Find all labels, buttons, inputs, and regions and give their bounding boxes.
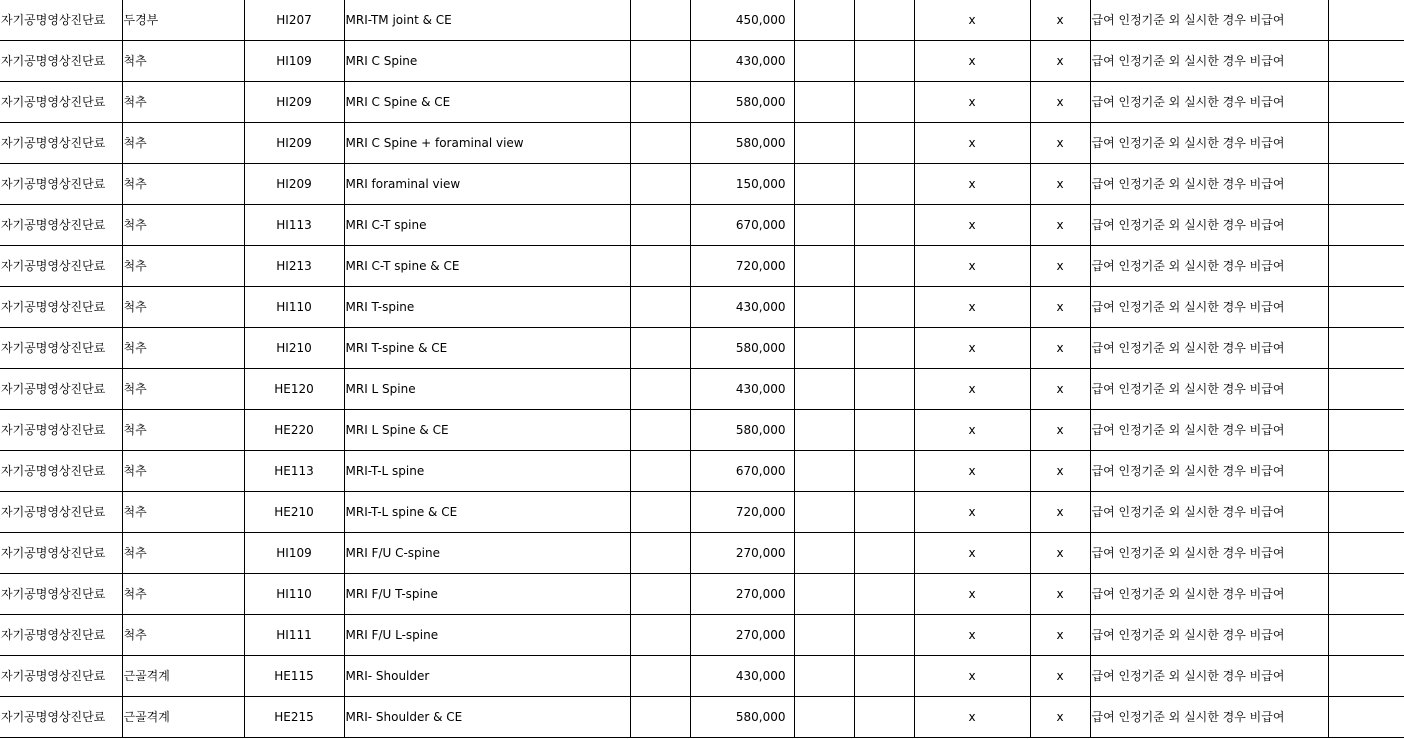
code-cell[interactable]: HE215	[244, 697, 344, 738]
empty-cell[interactable]	[1328, 574, 1404, 615]
procedure-name-cell[interactable]: MRI C Spine + foraminal view	[344, 123, 630, 164]
empty-cell[interactable]	[794, 451, 854, 492]
mark-cell[interactable]: x	[914, 451, 1030, 492]
procedure-name-cell[interactable]: MRI T-spine	[344, 287, 630, 328]
empty-cell[interactable]	[1328, 615, 1404, 656]
region-cell[interactable]: 척추	[122, 123, 244, 164]
region-cell[interactable]: 척추	[122, 287, 244, 328]
price-cell[interactable]: 430,000	[690, 369, 794, 410]
mark-cell[interactable]: x	[914, 0, 1030, 41]
empty-cell[interactable]	[854, 164, 914, 205]
note-cell[interactable]: 급여 인정기준 외 실시한 경우 비급여	[1090, 369, 1328, 410]
empty-cell[interactable]	[630, 369, 690, 410]
procedure-name-cell[interactable]: MRI C Spine	[344, 41, 630, 82]
note-cell[interactable]: 급여 인정기준 외 실시한 경우 비급여	[1090, 615, 1328, 656]
mark-cell[interactable]: x	[1030, 164, 1090, 205]
empty-cell[interactable]	[630, 0, 690, 41]
empty-cell[interactable]	[630, 574, 690, 615]
empty-cell[interactable]	[854, 369, 914, 410]
price-cell[interactable]: 670,000	[690, 205, 794, 246]
mark-cell[interactable]: x	[914, 82, 1030, 123]
note-cell[interactable]: 급여 인정기준 외 실시한 경우 비급여	[1090, 656, 1328, 697]
price-cell[interactable]: 450,000	[690, 0, 794, 41]
mark-cell[interactable]: x	[1030, 246, 1090, 287]
category-cell[interactable]: 자기공명영상진단료	[0, 328, 122, 369]
empty-cell[interactable]	[1328, 697, 1404, 738]
price-cell[interactable]: 430,000	[690, 287, 794, 328]
table-row	[0, 451, 1404, 492]
mark-cell[interactable]: x	[1030, 656, 1090, 697]
category-cell[interactable]: 자기공명영상진단료	[0, 697, 122, 738]
note-cell[interactable]: 급여 인정기준 외 실시한 경우 비급여	[1090, 123, 1328, 164]
price-cell[interactable]: 270,000	[690, 574, 794, 615]
empty-cell[interactable]	[1328, 287, 1404, 328]
procedure-name-cell[interactable]: MRI- Shoulder & CE	[344, 697, 630, 738]
empty-cell[interactable]	[794, 369, 854, 410]
table-row	[0, 123, 1404, 164]
empty-cell[interactable]	[630, 205, 690, 246]
region-cell[interactable]: 근골격계	[122, 697, 244, 738]
mark-cell[interactable]: x	[1030, 41, 1090, 82]
note-cell[interactable]: 급여 인정기준 외 실시한 경우 비급여	[1090, 164, 1328, 205]
note-cell[interactable]: 급여 인정기준 외 실시한 경우 비급여	[1090, 41, 1328, 82]
note-cell[interactable]: 급여 인정기준 외 실시한 경우 비급여	[1090, 574, 1328, 615]
mark-cell[interactable]: x	[914, 205, 1030, 246]
price-cell[interactable]: 150,000	[690, 164, 794, 205]
empty-cell[interactable]	[854, 205, 914, 246]
procedure-name-cell[interactable]: MRI F/U T-spine	[344, 574, 630, 615]
empty-cell[interactable]	[854, 574, 914, 615]
procedure-name-cell[interactable]: MRI C-T spine & CE	[344, 246, 630, 287]
table-row	[0, 533, 1404, 574]
code-cell[interactable]: HI209	[244, 82, 344, 123]
empty-cell[interactable]	[630, 328, 690, 369]
empty-cell[interactable]	[1328, 82, 1404, 123]
code-cell[interactable]: HI110	[244, 287, 344, 328]
note-cell[interactable]: 급여 인정기준 외 실시한 경우 비급여	[1090, 0, 1328, 41]
empty-cell[interactable]	[630, 656, 690, 697]
procedure-name-cell[interactable]: MRI L Spine & CE	[344, 410, 630, 451]
empty-cell[interactable]	[794, 533, 854, 574]
category-cell[interactable]: 자기공명영상진단료	[0, 369, 122, 410]
category-cell[interactable]: 자기공명영상진단료	[0, 656, 122, 697]
category-cell[interactable]: 자기공명영상진단료	[0, 246, 122, 287]
empty-cell[interactable]	[854, 451, 914, 492]
empty-cell[interactable]	[1328, 533, 1404, 574]
price-cell[interactable]: 580,000	[690, 697, 794, 738]
empty-cell[interactable]	[854, 82, 914, 123]
empty-cell[interactable]	[630, 287, 690, 328]
table-row	[0, 328, 1404, 369]
category-cell[interactable]: 자기공명영상진단료	[0, 123, 122, 164]
empty-cell[interactable]	[794, 205, 854, 246]
category-cell[interactable]: 자기공명영상진단료	[0, 41, 122, 82]
empty-cell[interactable]	[630, 533, 690, 574]
price-cell[interactable]: 580,000	[690, 123, 794, 164]
mark-cell[interactable]: x	[1030, 0, 1090, 41]
region-cell[interactable]: 척추	[122, 615, 244, 656]
note-cell[interactable]: 급여 인정기준 외 실시한 경우 비급여	[1090, 205, 1328, 246]
table-row	[0, 246, 1404, 287]
region-cell[interactable]: 척추	[122, 410, 244, 451]
empty-cell[interactable]	[854, 697, 914, 738]
region-cell[interactable]: 척추	[122, 82, 244, 123]
table-row	[0, 205, 1404, 246]
region-cell[interactable]: 근골격계	[122, 656, 244, 697]
empty-cell[interactable]	[854, 410, 914, 451]
empty-cell[interactable]	[630, 82, 690, 123]
empty-cell[interactable]	[794, 697, 854, 738]
empty-cell[interactable]	[794, 410, 854, 451]
price-cell[interactable]: 720,000	[690, 246, 794, 287]
mark-cell[interactable]: x	[1030, 287, 1090, 328]
region-cell[interactable]: 척추	[122, 451, 244, 492]
region-cell[interactable]: 척추	[122, 328, 244, 369]
mark-cell[interactable]: x	[914, 328, 1030, 369]
mark-cell[interactable]: x	[914, 697, 1030, 738]
procedure-name-cell[interactable]: MRI-TM joint & CE	[344, 0, 630, 41]
procedure-name-cell[interactable]: MRI- Shoulder	[344, 656, 630, 697]
empty-cell[interactable]	[854, 492, 914, 533]
region-cell[interactable]: 척추	[122, 205, 244, 246]
category-cell[interactable]: 자기공명영상진단료	[0, 410, 122, 451]
region-cell[interactable]: 척추	[122, 164, 244, 205]
empty-cell[interactable]	[794, 123, 854, 164]
empty-cell[interactable]	[1328, 328, 1404, 369]
empty-cell[interactable]	[794, 287, 854, 328]
mark-cell[interactable]: x	[914, 574, 1030, 615]
table-row	[0, 41, 1404, 82]
price-cell[interactable]: 720,000	[690, 492, 794, 533]
note-cell[interactable]: 급여 인정기준 외 실시한 경우 비급여	[1090, 328, 1328, 369]
mark-cell[interactable]: x	[1030, 574, 1090, 615]
empty-cell[interactable]	[794, 328, 854, 369]
empty-cell[interactable]	[1328, 164, 1404, 205]
empty-cell[interactable]	[854, 0, 914, 41]
procedure-name-cell[interactable]: MRI C-T spine	[344, 205, 630, 246]
empty-cell[interactable]	[854, 615, 914, 656]
procedure-name-cell[interactable]: MRI foraminal view	[344, 164, 630, 205]
empty-cell[interactable]	[794, 615, 854, 656]
empty-cell[interactable]	[794, 82, 854, 123]
code-cell[interactable]: HE120	[244, 369, 344, 410]
empty-cell[interactable]	[630, 246, 690, 287]
mark-cell[interactable]: x	[914, 123, 1030, 164]
price-cell[interactable]: 670,000	[690, 451, 794, 492]
empty-cell[interactable]	[630, 410, 690, 451]
note-cell[interactable]: 급여 인정기준 외 실시한 경우 비급여	[1090, 410, 1328, 451]
table-row	[0, 369, 1404, 410]
mark-cell[interactable]: x	[914, 287, 1030, 328]
empty-cell[interactable]	[794, 41, 854, 82]
note-cell[interactable]: 급여 인정기준 외 실시한 경우 비급여	[1090, 697, 1328, 738]
empty-cell[interactable]	[794, 164, 854, 205]
empty-cell[interactable]	[1328, 369, 1404, 410]
empty-cell[interactable]	[854, 328, 914, 369]
empty-cell[interactable]	[1328, 123, 1404, 164]
note-cell[interactable]: 급여 인정기준 외 실시한 경우 비급여	[1090, 533, 1328, 574]
empty-cell[interactable]	[1328, 451, 1404, 492]
note-cell[interactable]: 급여 인정기준 외 실시한 경우 비급여	[1090, 451, 1328, 492]
empty-cell[interactable]	[1328, 41, 1404, 82]
price-cell[interactable]: 270,000	[690, 533, 794, 574]
category-cell[interactable]: 자기공명영상진단료	[0, 0, 122, 41]
empty-cell[interactable]	[1328, 246, 1404, 287]
price-cell[interactable]: 430,000	[690, 656, 794, 697]
note-cell[interactable]: 급여 인정기준 외 실시한 경우 비급여	[1090, 82, 1328, 123]
table-row	[0, 82, 1404, 123]
code-cell[interactable]: HE210	[244, 492, 344, 533]
note-cell[interactable]: 급여 인정기준 외 실시한 경우 비급여	[1090, 287, 1328, 328]
empty-cell[interactable]	[854, 123, 914, 164]
mark-cell[interactable]: x	[1030, 615, 1090, 656]
mark-cell[interactable]: x	[914, 492, 1030, 533]
table-row	[0, 410, 1404, 451]
code-cell[interactable]: HE113	[244, 451, 344, 492]
mark-cell[interactable]: x	[914, 246, 1030, 287]
note-cell[interactable]: 급여 인정기준 외 실시한 경우 비급여	[1090, 492, 1328, 533]
price-cell[interactable]: 580,000	[690, 328, 794, 369]
region-cell[interactable]: 척추	[122, 533, 244, 574]
region-cell[interactable]: 척추	[122, 41, 244, 82]
empty-cell[interactable]	[854, 287, 914, 328]
mark-cell[interactable]: x	[914, 41, 1030, 82]
mark-cell[interactable]: x	[914, 164, 1030, 205]
code-cell[interactable]: HI207	[244, 0, 344, 41]
procedure-name-cell[interactable]: MRI T-spine & CE	[344, 328, 630, 369]
category-cell[interactable]: 자기공명영상진단료	[0, 615, 122, 656]
table-row	[0, 574, 1404, 615]
empty-cell[interactable]	[854, 246, 914, 287]
empty-cell[interactable]	[1328, 205, 1404, 246]
category-cell[interactable]: 자기공명영상진단료	[0, 205, 122, 246]
category-cell[interactable]: 자기공명영상진단료	[0, 82, 122, 123]
region-cell[interactable]: 두경부	[122, 0, 244, 41]
code-cell[interactable]: HI209	[244, 123, 344, 164]
mark-cell[interactable]: x	[914, 533, 1030, 574]
procedure-name-cell[interactable]: MRI C Spine & CE	[344, 82, 630, 123]
region-cell[interactable]: 척추	[122, 369, 244, 410]
mark-cell[interactable]: x	[914, 615, 1030, 656]
table-row	[0, 656, 1404, 697]
empty-cell[interactable]	[794, 574, 854, 615]
table-row	[0, 0, 1404, 41]
mark-cell[interactable]: x	[914, 410, 1030, 451]
empty-cell[interactable]	[630, 615, 690, 656]
empty-cell[interactable]	[630, 123, 690, 164]
category-cell[interactable]: 자기공명영상진단료	[0, 574, 122, 615]
category-cell[interactable]: 자기공명영상진단료	[0, 164, 122, 205]
empty-cell[interactable]	[630, 492, 690, 533]
mark-cell[interactable]: x	[1030, 492, 1090, 533]
empty-cell[interactable]	[854, 656, 914, 697]
mark-cell[interactable]: x	[1030, 451, 1090, 492]
price-cell[interactable]: 430,000	[690, 41, 794, 82]
code-cell[interactable]: HI109	[244, 41, 344, 82]
category-cell[interactable]: 자기공명영상진단료	[0, 533, 122, 574]
code-cell[interactable]: HI110	[244, 574, 344, 615]
code-cell[interactable]: HI213	[244, 246, 344, 287]
mark-cell[interactable]: x	[914, 656, 1030, 697]
note-cell[interactable]: 급여 인정기준 외 실시한 경우 비급여	[1090, 246, 1328, 287]
empty-cell[interactable]	[630, 164, 690, 205]
table-row	[0, 697, 1404, 738]
empty-cell[interactable]	[630, 41, 690, 82]
empty-cell[interactable]	[630, 697, 690, 738]
mark-cell[interactable]: x	[1030, 123, 1090, 164]
category-cell[interactable]: 자기공명영상진단료	[0, 287, 122, 328]
code-cell[interactable]: HI113	[244, 205, 344, 246]
mark-cell[interactable]: x	[1030, 533, 1090, 574]
code-cell[interactable]: HI109	[244, 533, 344, 574]
empty-cell[interactable]	[794, 492, 854, 533]
table-row	[0, 287, 1404, 328]
procedure-name-cell[interactable]: MRI-T-L spine	[344, 451, 630, 492]
mark-cell[interactable]: x	[1030, 697, 1090, 738]
empty-cell[interactable]	[1328, 410, 1404, 451]
region-cell[interactable]: 척추	[122, 492, 244, 533]
table-row	[0, 615, 1404, 656]
procedure-name-cell[interactable]: MRI L Spine	[344, 369, 630, 410]
empty-cell[interactable]	[1328, 0, 1404, 41]
price-cell[interactable]: 270,000	[690, 615, 794, 656]
procedure-name-cell[interactable]: MRI F/U L-spine	[344, 615, 630, 656]
empty-cell[interactable]	[854, 41, 914, 82]
procedure-name-cell[interactable]: MRI F/U C-spine	[344, 533, 630, 574]
mark-cell[interactable]: x	[1030, 205, 1090, 246]
code-cell[interactable]: HI209	[244, 164, 344, 205]
mark-cell[interactable]: x	[1030, 328, 1090, 369]
procedure-name-cell[interactable]: MRI-T-L spine & CE	[344, 492, 630, 533]
empty-cell[interactable]	[794, 246, 854, 287]
table-row	[0, 164, 1404, 205]
price-cell[interactable]: 580,000	[690, 82, 794, 123]
category-cell[interactable]: 자기공명영상진단료	[0, 451, 122, 492]
empty-cell[interactable]	[794, 656, 854, 697]
code-cell[interactable]: HE220	[244, 410, 344, 451]
mark-cell[interactable]: x	[1030, 82, 1090, 123]
empty-cell[interactable]	[794, 0, 854, 41]
code-cell[interactable]: HE115	[244, 656, 344, 697]
empty-cell[interactable]	[1328, 492, 1404, 533]
region-cell[interactable]: 척추	[122, 246, 244, 287]
empty-cell[interactable]	[630, 451, 690, 492]
empty-cell[interactable]	[854, 533, 914, 574]
code-cell[interactable]: HI210	[244, 328, 344, 369]
empty-cell[interactable]	[1328, 656, 1404, 697]
region-cell[interactable]: 척추	[122, 574, 244, 615]
category-cell[interactable]: 자기공명영상진단료	[0, 492, 122, 533]
mark-cell[interactable]: x	[1030, 410, 1090, 451]
price-cell[interactable]: 580,000	[690, 410, 794, 451]
code-cell[interactable]: HI111	[244, 615, 344, 656]
mark-cell[interactable]: x	[1030, 369, 1090, 410]
mark-cell[interactable]: x	[914, 369, 1030, 410]
table-row	[0, 492, 1404, 533]
